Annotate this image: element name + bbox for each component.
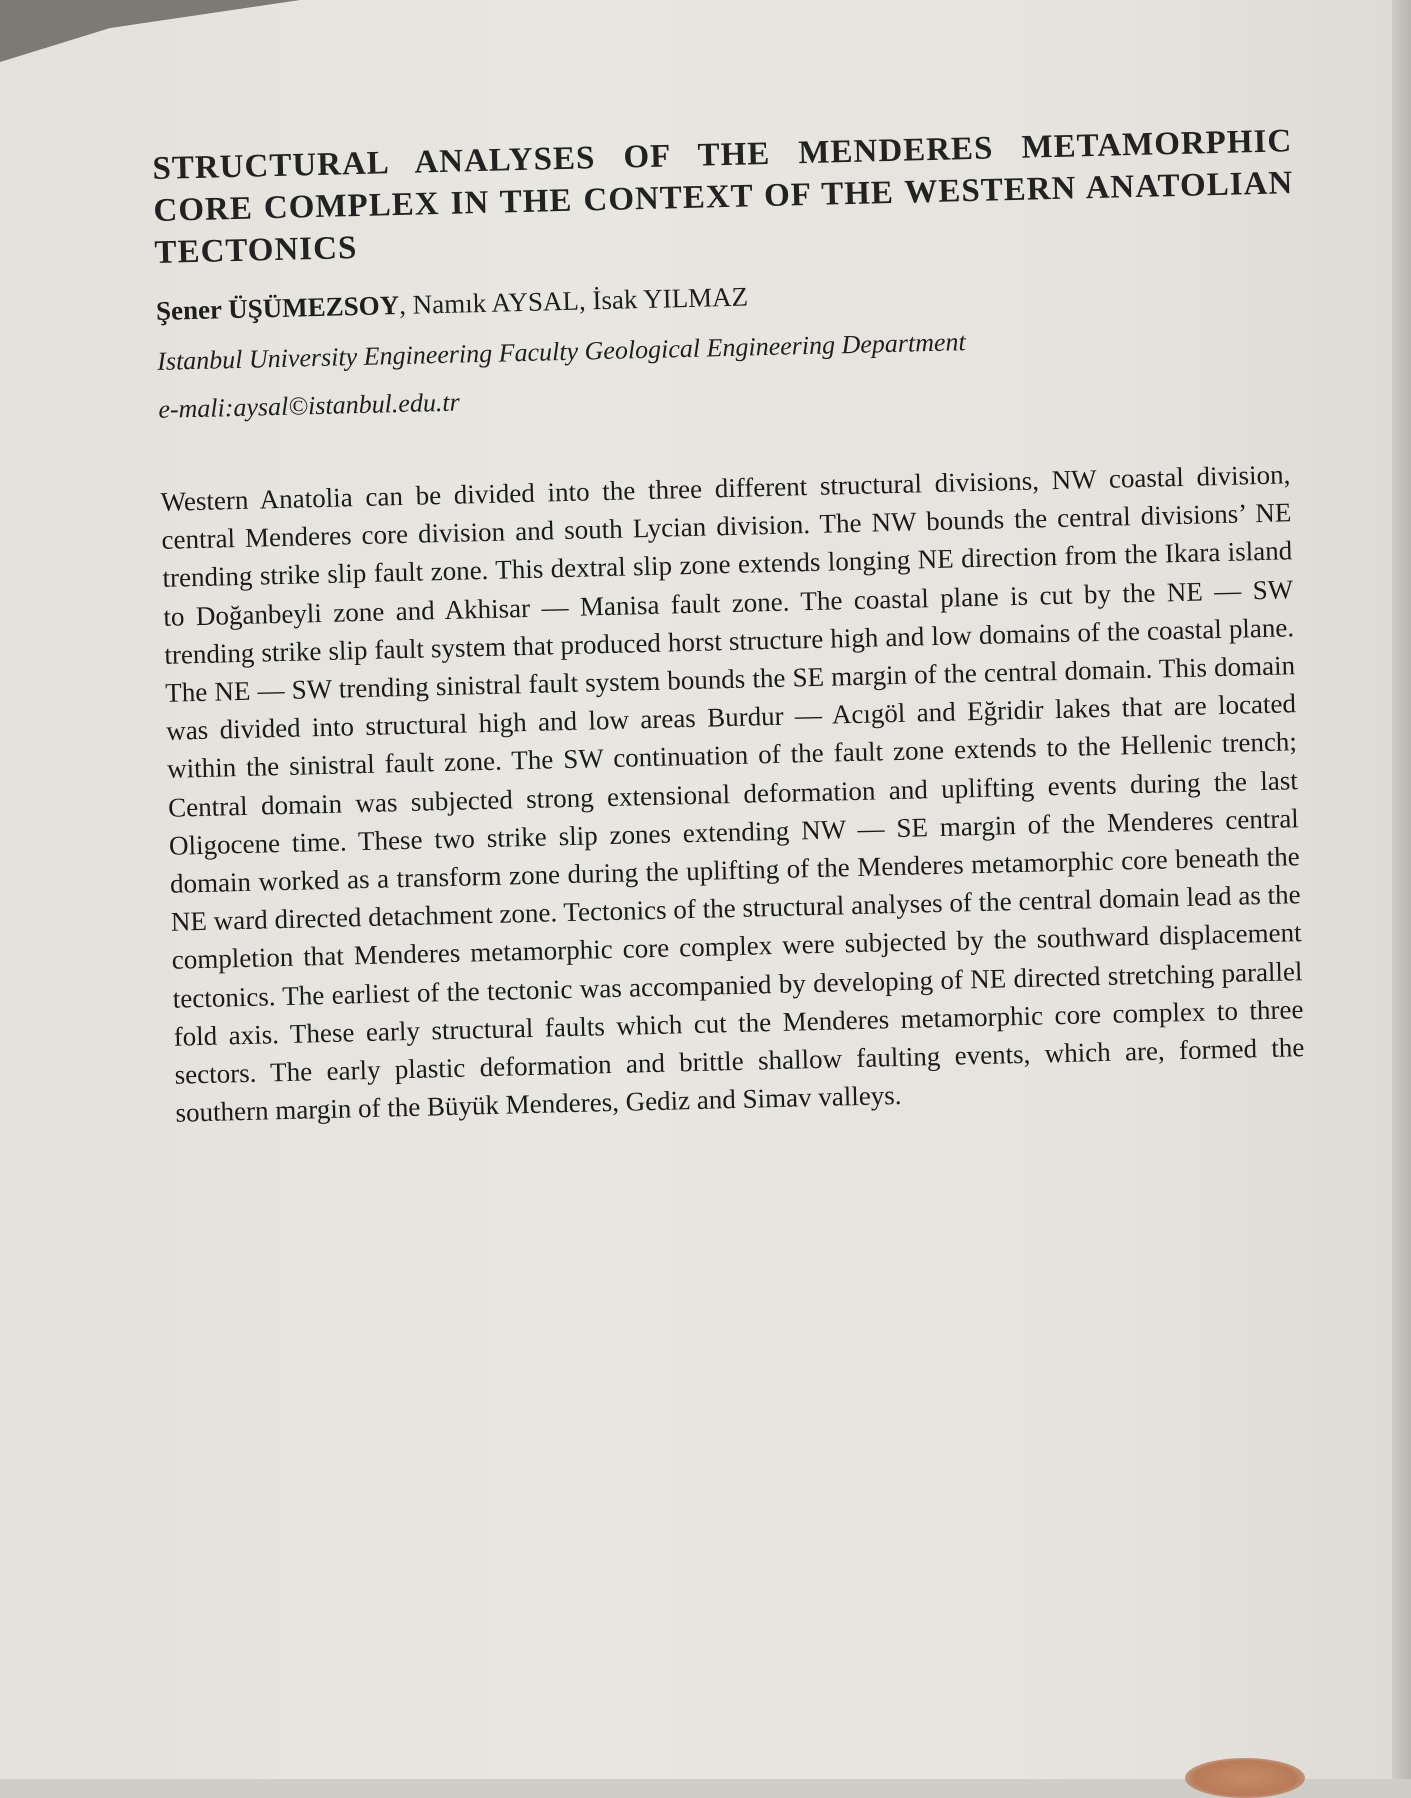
finger-tip [1185, 1758, 1305, 1798]
co-authors: , Namık AYSAL, İsak YILMAZ [398, 281, 749, 321]
email: e-mali:aysal©istanbul.edu.tr [158, 387, 461, 424]
paper-title: STRUCTURAL ANALYSES OF THE MENDERES METAMORPHIC CORE COMPLEX IN THE CONTEXT OF THE WESTERN ANATOLIAN TECTONICS [152, 123, 1294, 271]
document-content [152, 120, 1316, 1159]
affiliation: Istanbul University Engineering Faculty Geological Engineering Department [156, 327, 967, 376]
author-line [156, 268, 1296, 327]
lead-author: Şener ÜŞÜMEZSOY [155, 290, 400, 326]
page-edge [1392, 0, 1411, 1779]
abstract-text: Western Anatolia can be divided into the three different structural divisions, NW coastal division, central Menderes core division and south Lycian division. The NW bounds the central divisions’ NE trending strike slip fault zone. This dextral slip zone extends longing NE direction from the Ikara island to Doğanbeyli zone and Akhisar — Manisa fault zone. The coastal plane is cut by the NE — SW trending strike slip fault system that produced horst structure high and low domains of the coastal plane. The NE — SW trending sinistral fault system bounds the SE margin of the central domain. This domain was divided into structural high and low areas Burdur — Acıgöl and Eğridir lakes that are located within the sinistral fault zone. The SW continuation of the fault zone extends to the Hellenic trench; Central domain was subjected strong extensional deformation and uplifting events during the last Oligocene time. These two strike slip zones extending NW — SE margin of the Menderes central domain worked as a transform zone during the uplifting of the Menderes metamorphic core beneath the NE ward directed detachment zone. Tectonics of the structural analyses of the central domain lead as the completion that Menderes metamorphic core complex were subjected by the southward displacement tectonics. The earliest of the tectonic was accompanied by developing of NE directed stretching parallel fold axis. These early structural faults which cut the Menderes metamorphic core complex to three sectors. The early plastic deformation and brittle shallow faulting events, which are, formed the southern margin of the Büyük Menderes, Gediz and Simav valleys. [160, 459, 1305, 1128]
